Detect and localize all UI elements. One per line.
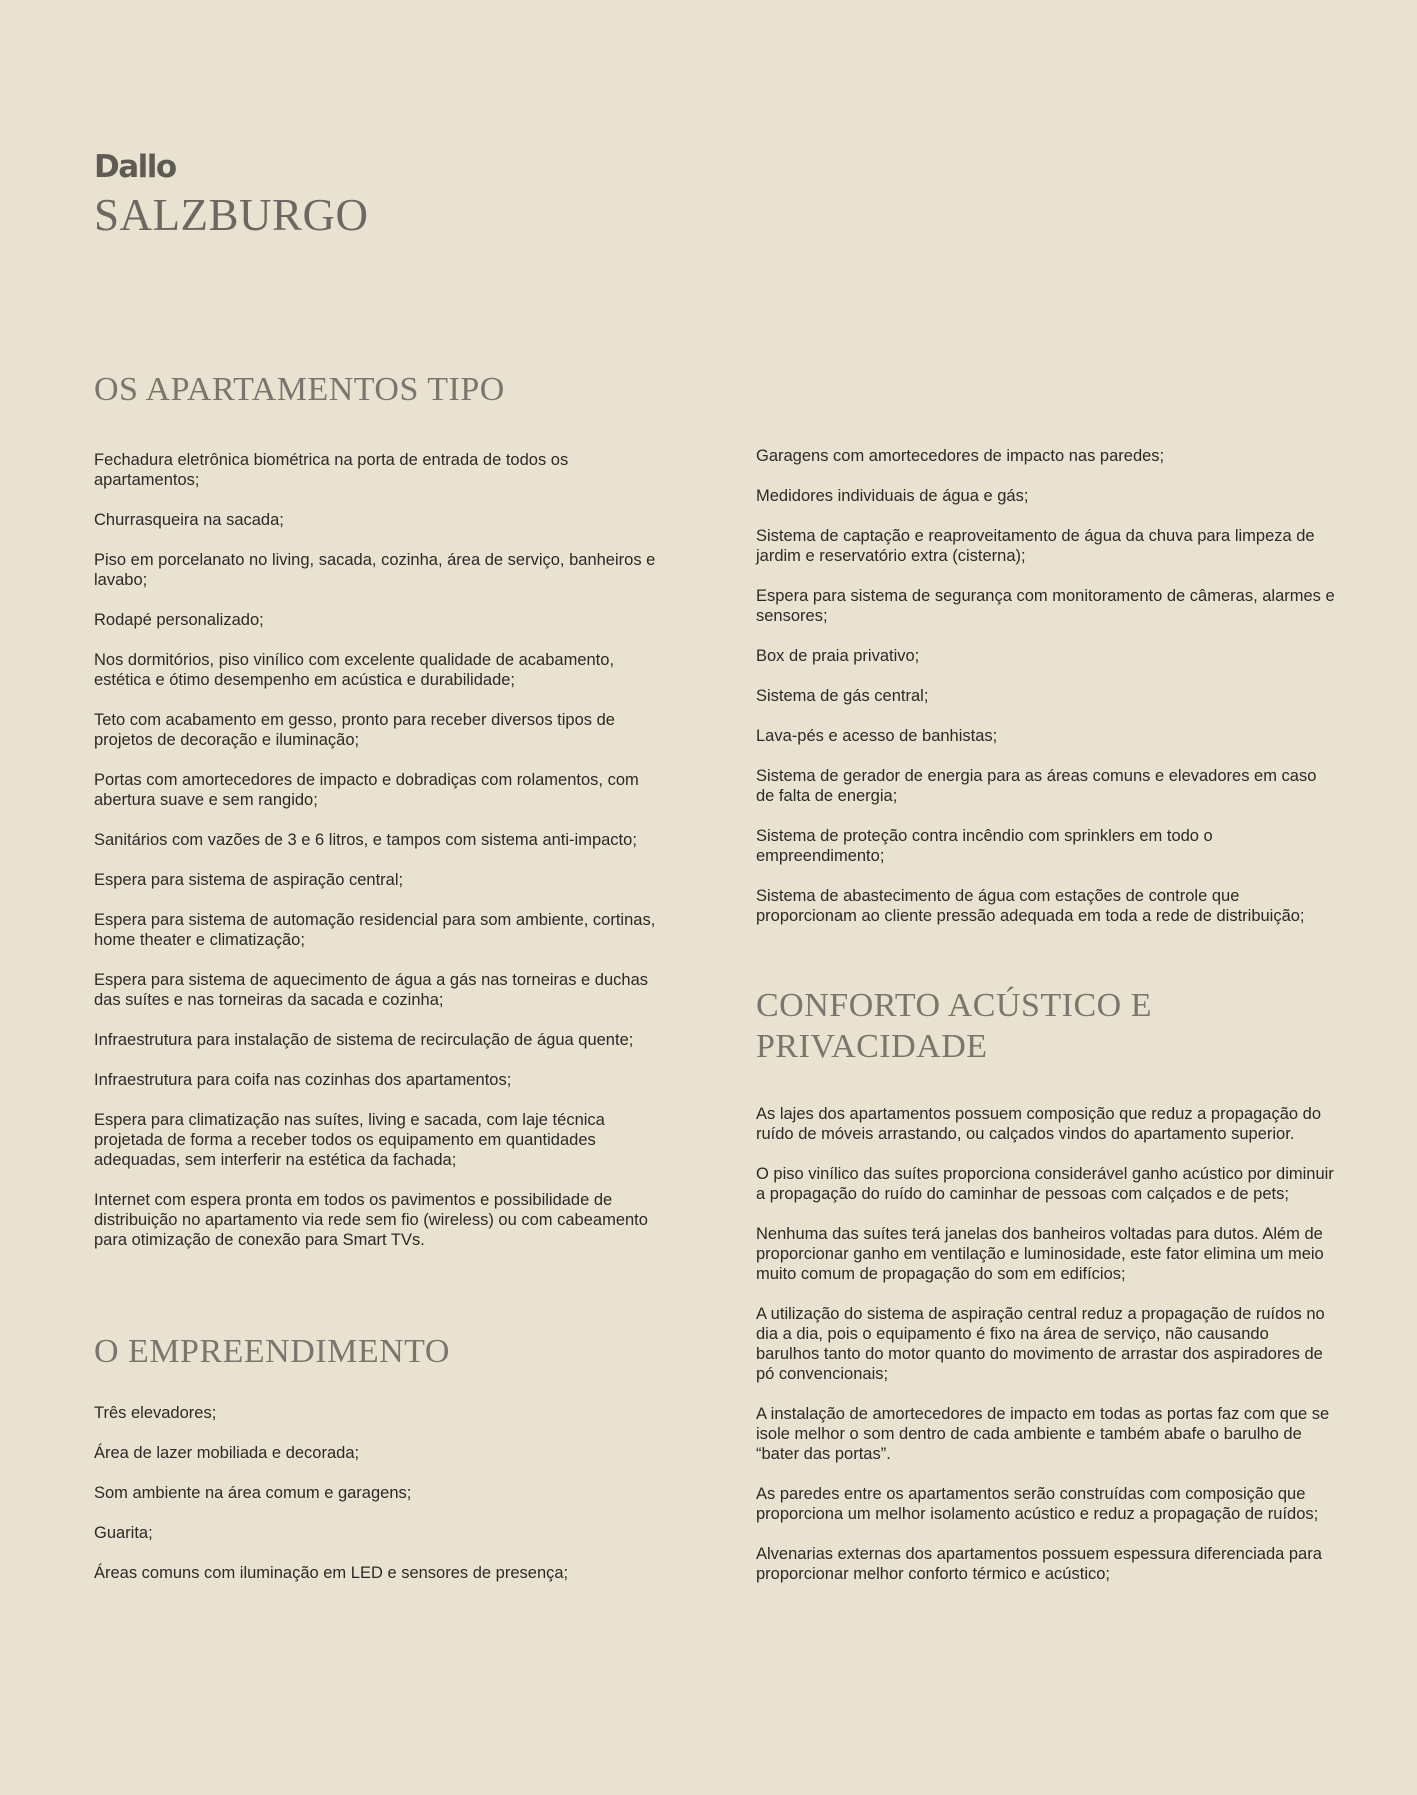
list-item: Portas com amortecedores de impacto e dobradiças com rolamentos, com abertura suave e sem rangido; bbox=[94, 770, 639, 809]
left-column bbox=[94, 370, 674, 1603]
list-apartamentos bbox=[94, 450, 674, 1250]
list-item: Rodapé personalizado; bbox=[94, 610, 264, 629]
list-item: Três elevadores; bbox=[94, 1403, 217, 1422]
section-title-conforto: CONFORTO ACÚSTICO E PRIVACIDADE bbox=[756, 987, 1153, 1065]
list-item: Sistema de gerador de energia para as áreas comuns e elevadores em caso de falta de energia; bbox=[756, 767, 1317, 805]
brand-block bbox=[94, 149, 369, 240]
list-item: Medidores individuais de água e gás; bbox=[756, 487, 1029, 505]
list-item: A utilização do sistema de aspiração central reduz a propagação de ruídos no dia a dia, pois o equipamento é fixo na área de serviço, não causando barulhos tanto do motor quanto do movimento de arrastar dos aspiradores de pó convencionais; bbox=[756, 1304, 1325, 1383]
list-empreendimento bbox=[94, 1403, 674, 1583]
list-item: Espera para sistema de aquecimento de água a gás nas torneiras e duchas das suítes e nas torneiras da sacada e cozinha; bbox=[94, 970, 649, 1009]
list-item: Nenhuma das suítes terá janelas dos banheiros voltadas para dutos. Além de proporcionar ganho em ventilação e luminosidade, este fator elimina um meio muito comum de propagação do som em edifícios; bbox=[756, 1224, 1324, 1283]
right-column bbox=[756, 446, 1336, 1604]
list-item: Fechadura eletrônica biométrica na porta de entrada de todos os apartamentos; bbox=[94, 450, 569, 489]
dallo-logo: Dallo bbox=[94, 149, 176, 185]
list-item: Áreas comuns com iluminação em LED e sensores de presença; bbox=[94, 1563, 569, 1582]
list-item: Área de lazer mobiliada e decorada; bbox=[94, 1443, 360, 1462]
list-item: Espera para sistema de segurança com monitoramento de câmeras, alarmes e sensores; bbox=[756, 587, 1335, 625]
list-item: As paredes entre os apartamentos serão construídas com composição que proporciona um melhor isolamento acústico e reduz a propagação de ruídos; bbox=[756, 1484, 1319, 1523]
list-item: Teto com acabamento em gesso, pronto para receber diversos tipos de projetos de decoração e iluminação; bbox=[94, 710, 615, 749]
list-item: A instalação de amortecedores de impacto em todas as portas faz com que se isole melhor o som dentro de cada ambiente e também abafe o barulho de “bater das portas”. bbox=[756, 1404, 1330, 1463]
section-conforto bbox=[756, 986, 1336, 1584]
list-item: Guarita; bbox=[94, 1523, 153, 1542]
list-item: Sanitários com vazões de 3 e 6 litros, e tampos com sistema anti-impacto; bbox=[94, 830, 637, 849]
list-item: Sistema de proteção contra incêndio com sprinklers em todo o empreendimento; bbox=[756, 827, 1213, 865]
list-item: Espera para sistema de automação residencial para som ambiente, cortinas, home theater e climatização; bbox=[94, 910, 656, 949]
list-item: Infraestrutura para coifa nas cozinhas dos apartamentos; bbox=[94, 1070, 512, 1089]
list-item: Garagens com amortecedores de impacto nas paredes; bbox=[756, 447, 1165, 465]
list-empreendimento-cont bbox=[756, 446, 1336, 926]
list-item: Sistema de gás central; bbox=[756, 687, 929, 705]
list-item: Sistema de captação e reaproveitamento de água da chuva para limpeza de jardim e reservatório extra (cisterna); bbox=[756, 527, 1315, 565]
section-title-empreendimento: O EMPREENDIMENTO bbox=[94, 1332, 450, 1370]
list-item: Alvenarias externas dos apartamentos possuem espessura diferenciada para proporcionar melhor conforto térmico e acústico; bbox=[756, 1544, 1322, 1583]
list-item: As lajes dos apartamentos possuem composição que reduz a propagação do ruído de móveis arrastando, ou calçados vindos do apartamento superior. bbox=[756, 1104, 1322, 1143]
list-item: Box de praia privativo; bbox=[756, 647, 920, 665]
list-item: Espera para sistema de aspiração central; bbox=[94, 870, 404, 889]
list-item: Internet com espera pronta em todos os pavimentos e possibilidade de distribuição no apartamento via rede sem fio (wireless) ou com cabeamento para otimização de conexão para Smart TVs. bbox=[94, 1190, 648, 1249]
list-item: Piso em porcelanato no living, sacada, cozinha, área de serviço, banheiros e lavabo; bbox=[94, 550, 656, 589]
list-conforto bbox=[756, 1104, 1336, 1584]
list-item: Som ambiente na área comum e garagens; bbox=[94, 1483, 412, 1502]
list-item: Infraestrutura para instalação de sistema de recirculação de água quente; bbox=[94, 1030, 634, 1049]
list-item: Espera para climatização nas suítes, living e sacada, com laje técnica projetada de forma a receber todos os equipamento em quantidades adequadas, sem interferir na estética da fachada; bbox=[94, 1110, 605, 1169]
list-item: O piso vinílico das suítes proporciona considerável ganho acústico por diminuir a propagação do ruído do caminhar de pessoas com calçados e de pets; bbox=[756, 1164, 1334, 1203]
list-item: Sistema de abastecimento de água com estações de controle que proporcionam ao cliente pressão adequada em toda a rede de distribuição; bbox=[756, 887, 1305, 925]
section-title-apartamentos: OS APARTAMENTOS TIPO bbox=[94, 371, 505, 408]
section-apartamentos bbox=[94, 370, 674, 1250]
list-item: Lava-pés e acesso de banhistas; bbox=[756, 727, 998, 745]
list-item: Nos dormitórios, piso vinílico com excelente qualidade de acabamento, estética e ótimo desempenho em acústica e durabilidade; bbox=[94, 650, 615, 689]
list-item: Churrasqueira na sacada; bbox=[94, 510, 284, 529]
section-empreendimento bbox=[94, 1332, 674, 1583]
project-name: SALZBURGO bbox=[94, 190, 369, 240]
